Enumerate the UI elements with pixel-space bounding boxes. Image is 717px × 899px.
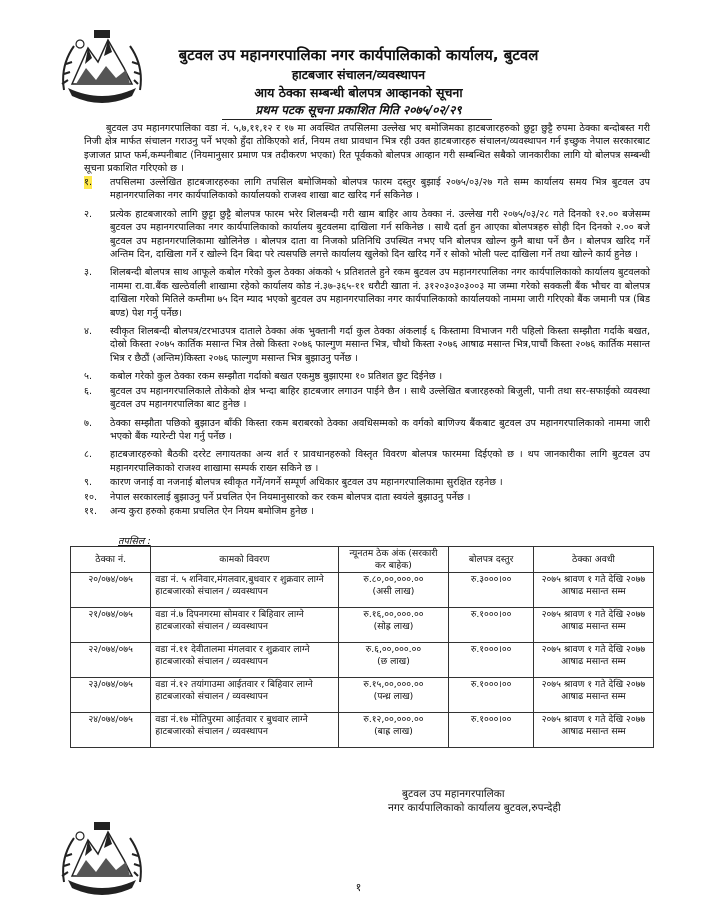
item-text: नेपाल सरकारलाई बुझाउनु पर्ने प्रचलित ऐन नियमानुसारको कर रकम बोलपत्र दाता स्वयंले बुझाउनु पर्नेछ । — [110, 491, 471, 503]
amount-words: (सोह्र लाख) — [373, 620, 414, 632]
signature-block — [388, 787, 561, 815]
list-item — [84, 505, 650, 518]
list-item — [84, 491, 650, 504]
table-row — [71, 678, 654, 713]
amount-figure: रु.६,००,०००.०० — [365, 644, 422, 656]
intro-paragraph: बुटवल उप महानगरपालिका वडा नं. ५,७,११,१२ र १७ मा अवस्थित तपसिलमा उल्लेख भए बमोजिमका हाटबजारहरुको छुट्टा छुट्टै रुपमा ठेक्का बन्दोबस्त गरी निजी क्षेत्र मार्फत संचालन गराउनु पर्ने भएकोे हुँदा तोकिएको शर्त, नियम तथा प्रावधान भित्र रही उक्त हाटबजारहरु संचालन/व्यवस्थापन गर्न इच्छुक नेपाल सरकारबाट इजाजत प्राप्त फर्म,कम्पनीबाट (नियमानुसार प्रमाण पत्र तदीकरण भएका) रित पूर्वकको बोलपत्र आव्हान गरी सम्बन्धित सबैको जानकारीका लागि यो बोलपत्र सम्बन्धी सूचना प्रकाशित गरिएको छ । — [84, 123, 650, 175]
amount-words: (पन्ध्र लाख) — [373, 690, 414, 702]
signature-line-2: नगर कार्यपालिकाको कार्यालय बुटवल,रुपन्देही — [388, 802, 561, 814]
title-underline — [222, 119, 492, 120]
section-title: हाटबजार संचालन/व्यवस्थापन — [291, 67, 426, 82]
contract-table — [70, 546, 654, 748]
cell-amount — [338, 678, 449, 713]
cell-amount — [338, 573, 449, 608]
item-number: १. — [84, 177, 93, 188]
cell-contract-no: २४/०७४/०७५ — [71, 713, 151, 748]
item-number: ३. — [84, 267, 93, 279]
cell-period: २०७५ श्रावण १ गते देखि २०७७ आषाढ मसान्त सम्म — [533, 678, 653, 713]
list-item — [84, 385, 650, 412]
item-text: कारण जनाई वा नजनाई बोलपत्र स्वीकृत गर्ने/नगर्ने सम्पूर्ण अधिकार बुटवल उप महानगरपालिकामा सुरक्षित रहनेछ । — [110, 477, 503, 489]
item-number: २. — [84, 208, 93, 220]
list-item — [84, 266, 650, 320]
terms-list — [84, 176, 650, 519]
col-header-min-amount: न्यूनतम ठेक अंक (सरकारी कर बाहेक) — [338, 547, 449, 573]
cell-period: २०७५ श्रावण १ गते देखि २०७७ आषाढ मसान्त सम्म — [533, 608, 653, 643]
item-number: ९. — [84, 477, 93, 489]
item-number: १०. — [84, 491, 98, 503]
table-row — [71, 608, 654, 643]
cell-description: वडा नं.१७ मोतिपुरमा आईतवार र बुधवार लाग्ने हाटबजारको संचालन / व्यवस्थापन — [151, 713, 338, 748]
cell-amount — [338, 608, 449, 643]
amount-words: (असी लाख) — [372, 585, 415, 597]
cell-description: वडा नं.१२ तयांगाउमा आईतवार र बिहिवार लाग्ने हाटबजारको संचालन / व्यवस्थापन — [151, 678, 338, 713]
signature-line-1: बुटवल उप महानगरपालिका — [402, 788, 505, 800]
cell-fee: रु.१०००।०० — [449, 608, 534, 643]
amount-figure: रु.१६,००,०००.०० — [363, 609, 424, 621]
amount-words: (छ लाख) — [377, 655, 410, 667]
cell-fee: रु.३०००।०० — [449, 573, 534, 608]
item-text: बुटवल उप महानगरपालिकाले तोकेको क्षेत्र भन्दा बाहिर हाटबजार लगाउन पाईने छैन । साथै उल्लेखित बजारहरुको बिजुली, पानी तथा सर-सफाईको व्यवस्था बुटवल उप महानगरपालिका बाट हुनेछ । — [110, 385, 650, 411]
cell-description: वडा नं.११ देवीतालमा मंगलवार र शुक्रवार लाग्ने हाटबजारको संचालन / व्यवस्थापन — [151, 643, 338, 678]
item-number: ४. — [84, 326, 93, 338]
item-text: अन्य कुरा हरुको हकमा प्रचलित ऐन नियम बमोजिम हुनेछ । — [110, 505, 314, 517]
page-number: १ — [355, 881, 362, 894]
office-title: बुटवल उप महानगरपालिका नगर कार्यपालिकाको कार्यालय, बुटवल — [178, 46, 539, 64]
table-row — [71, 643, 654, 678]
cell-period: २०७५ श्रावण १ गते देखि २०७७ आषाढ मसान्त सम्म — [533, 713, 653, 748]
list-item — [84, 370, 650, 383]
list-item — [84, 176, 650, 203]
cell-contract-no: २०/०७४/०७५ — [71, 573, 151, 608]
item-text: हाटबजारहरुको बैठकी दररेट लगायतका अन्य शर्त र प्रावधानहरुको विस्तृत विवरण बोलपत्र फारममा दिईएको छ । थप जानकारीका लागि बुटवल उप महानगरपालिकाको राजश्व शाखामा सम्पर्क राख्न सकिने छ । — [110, 449, 650, 474]
item-text: ठेक्का सम्झौता पछिको बुझाउन बाँकी किस्ता रकम बराबरको ठेक्का अवधिसम्मको क वर्गको बाणिज्य बैंकबाट बुटवल उप महानगरपालिकाको नाममा जारी भएको बैंक ग्यारेन्टी पेश गर्नु पर्नेछ । — [110, 417, 650, 442]
list-item — [84, 325, 650, 365]
col-header-description: कामको विवरण — [151, 547, 338, 573]
cell-description: वडा नं. ५ शनिवार,मंगलवार,बुधवार र शुक्रवार लाग्ने हाटबजारको संचालन / व्यवस्थापन — [151, 573, 338, 608]
item-text: तपसिलमा उल्लेखित हाटबजारहरुका लागि तपसिल बमोजिमको बोलपत्र फारम दस्तुर बुझाई २०७५/०३/२७ गते सम्म कार्यालय समय भित्र बुटवल उप महानगरपालिका नगर कार्यपालिकाको कार्यालयको राजश्व शाखा बाट खरिद गर्न सकिनेछ । — [110, 177, 650, 202]
item-number: ५. — [84, 371, 93, 383]
list-item — [84, 208, 650, 262]
cell-period: २०७५ श्रावण १ गते देखि २०७७ आषाढ मसान्त सम्म — [533, 573, 653, 608]
table-header-row — [71, 547, 654, 573]
cell-description: वडा नं.७ दिपनगरमा सोमवार र बिहिवार लाग्ने हाटबजारको संचालन / व्यवस्थापन — [151, 608, 338, 643]
table-row — [71, 713, 654, 748]
list-item — [84, 448, 650, 475]
cell-contract-no: २२/०७४/०७५ — [71, 643, 151, 678]
item-number: ८. — [84, 449, 93, 461]
amount-words: (बाह्र लाख) — [374, 725, 413, 737]
notice-title: आय ठेक्का सम्बन्धी बोलपत्र आव्हानको सूचना — [254, 85, 463, 100]
item-number: ६. — [84, 385, 93, 397]
amount-figure: रु.८०,००,०००.०० — [363, 574, 424, 586]
cell-contract-no: २३/०७४/०७५ — [71, 678, 151, 713]
item-number: ११. — [84, 505, 98, 517]
col-header-fee: बोलपत्र दस्तुर — [449, 547, 534, 573]
cell-amount — [338, 713, 449, 748]
item-text: कबोल गरेको कुल ठेक्का रकम सम्झौता गर्दाको बखत एकमुष्ठ बुझाएमा १० प्रतिशत छुट दिईनेछ । — [110, 371, 443, 383]
publish-date-line: प्रथम पटक सूचना प्रकाशित मिति २०७५/०२/२९ — [255, 103, 462, 117]
cell-amount — [338, 643, 449, 678]
item-text: प्रत्येक हाटबजारको लागि छुट्टा छुट्टै बोलपत्र फारम भरेर शिलबन्दी गरी खाम बाहिर आय ठेक्का नं. उल्लेख गरी २०७५/०३/२८ गते दिनको १२.०० बजेसम्म बुटवल उप महानगरपालिका नगर कार्यपालिकाको कार्यालय बुटवलमा दाखिला गर्न सकिनेछ । साथै दर्ता हुन आएका बोलपत्रहरु सोही दिन दिनको २.०० बजे बुटवल उप महानगरपालिकामा खोलिनेछ । बोलपत्र दाता वा निजको प्रतिनिधि उपस्थित नभए पनि बोलपत्र खोल्न कुनै बाधा पर्ने छैन । बोलपत्र खरिद गर्ने अन्तिम दिन, दाखिला गर्ने र खोल्ने दिन बिदा परे त्यसपछि लगत्ते कार्यालय खुलेको दिन खरिद गर्ने र सोको भोली पल्ट दाखिला गर्ने तथा खोल्ने कार्य हुनेछ । — [110, 208, 650, 261]
table-caption: तपसिल : — [118, 536, 151, 547]
amount-figure: रु.१५,००,०००.०० — [363, 679, 424, 691]
item-text: स्वीकृत शिलबन्दी बोलपत्र/टरभाउपत्र दाताले ठेक्का अंक भुक्तानी गर्दा कुल ठेक्का अंकलाई ६ किस्तामा विभाजन गरी पहिलो किस्ता सम्झौता गर्दाके बखत, दोस्रो किस्ता २०७५ कार्तिक मसान्त भित्र तेस्रो किस्ता २०७६ फाल्गुण मसान्त भित्र, चौथो किस्ता २०७६ आषाढ मसान्त भित्र,पाचौं किस्ता २०७६ कार्तिक मसान्त भित्र र छैठौं (अन्तिम)किस्ता २०७६ फाल्गुण मसान्त भित्र बुझाउनु पर्नेछ । — [110, 326, 650, 364]
amount-figure: रु.१२,००,०००.०० — [363, 714, 424, 726]
cell-fee: रु.१०००।०० — [449, 678, 534, 713]
table-row — [71, 573, 654, 608]
list-item — [84, 417, 650, 444]
cell-fee: रु.१०००।०० — [449, 713, 534, 748]
item-text: शिलबन्दी बोलपत्र साथ आफूले कबोल गरेको कुल ठेक्का अंकको ५ प्रतिशतले हुने रकम बुटवल उप महानगरपालिका नगर कार्यपालिकाको कार्यालय बुटवलको नाममा रा.वा.बैंक खल्ठेर्वाली शाखामा रहेको कार्यालय कोड नं.३७-३६५-११ धरौटी खाता नं. ३१२०३०३०३००३ मा जम्मा गरेको सक्कली बैंक भौचर वा बोलपत्र दाखिला गरेको मितिले कम्तीमा ७५ दिन म्याद भएको बुटवल उप महानगरपालिका नगर कार्यपालिकाको कार्यालयको नाममा जारी गरिएको बैंक जमानी पत्र (बिड बण्ड) पेश गर्नु पर्नेछ। — [110, 267, 650, 319]
cell-period: २०७५ श्रावण १ गते देखि २०७७ आषाढ मसान्त सम्म — [533, 643, 653, 678]
col-header-period: ठेक्का अवधी — [533, 547, 653, 573]
cell-fee: रु.१०००।०० — [449, 643, 534, 678]
item-number: ७. — [84, 417, 93, 429]
col-header-contract-no: ठेक्का नं. — [71, 547, 151, 573]
list-item — [84, 476, 650, 489]
cell-contract-no: २१/०७४/०७५ — [71, 608, 151, 643]
